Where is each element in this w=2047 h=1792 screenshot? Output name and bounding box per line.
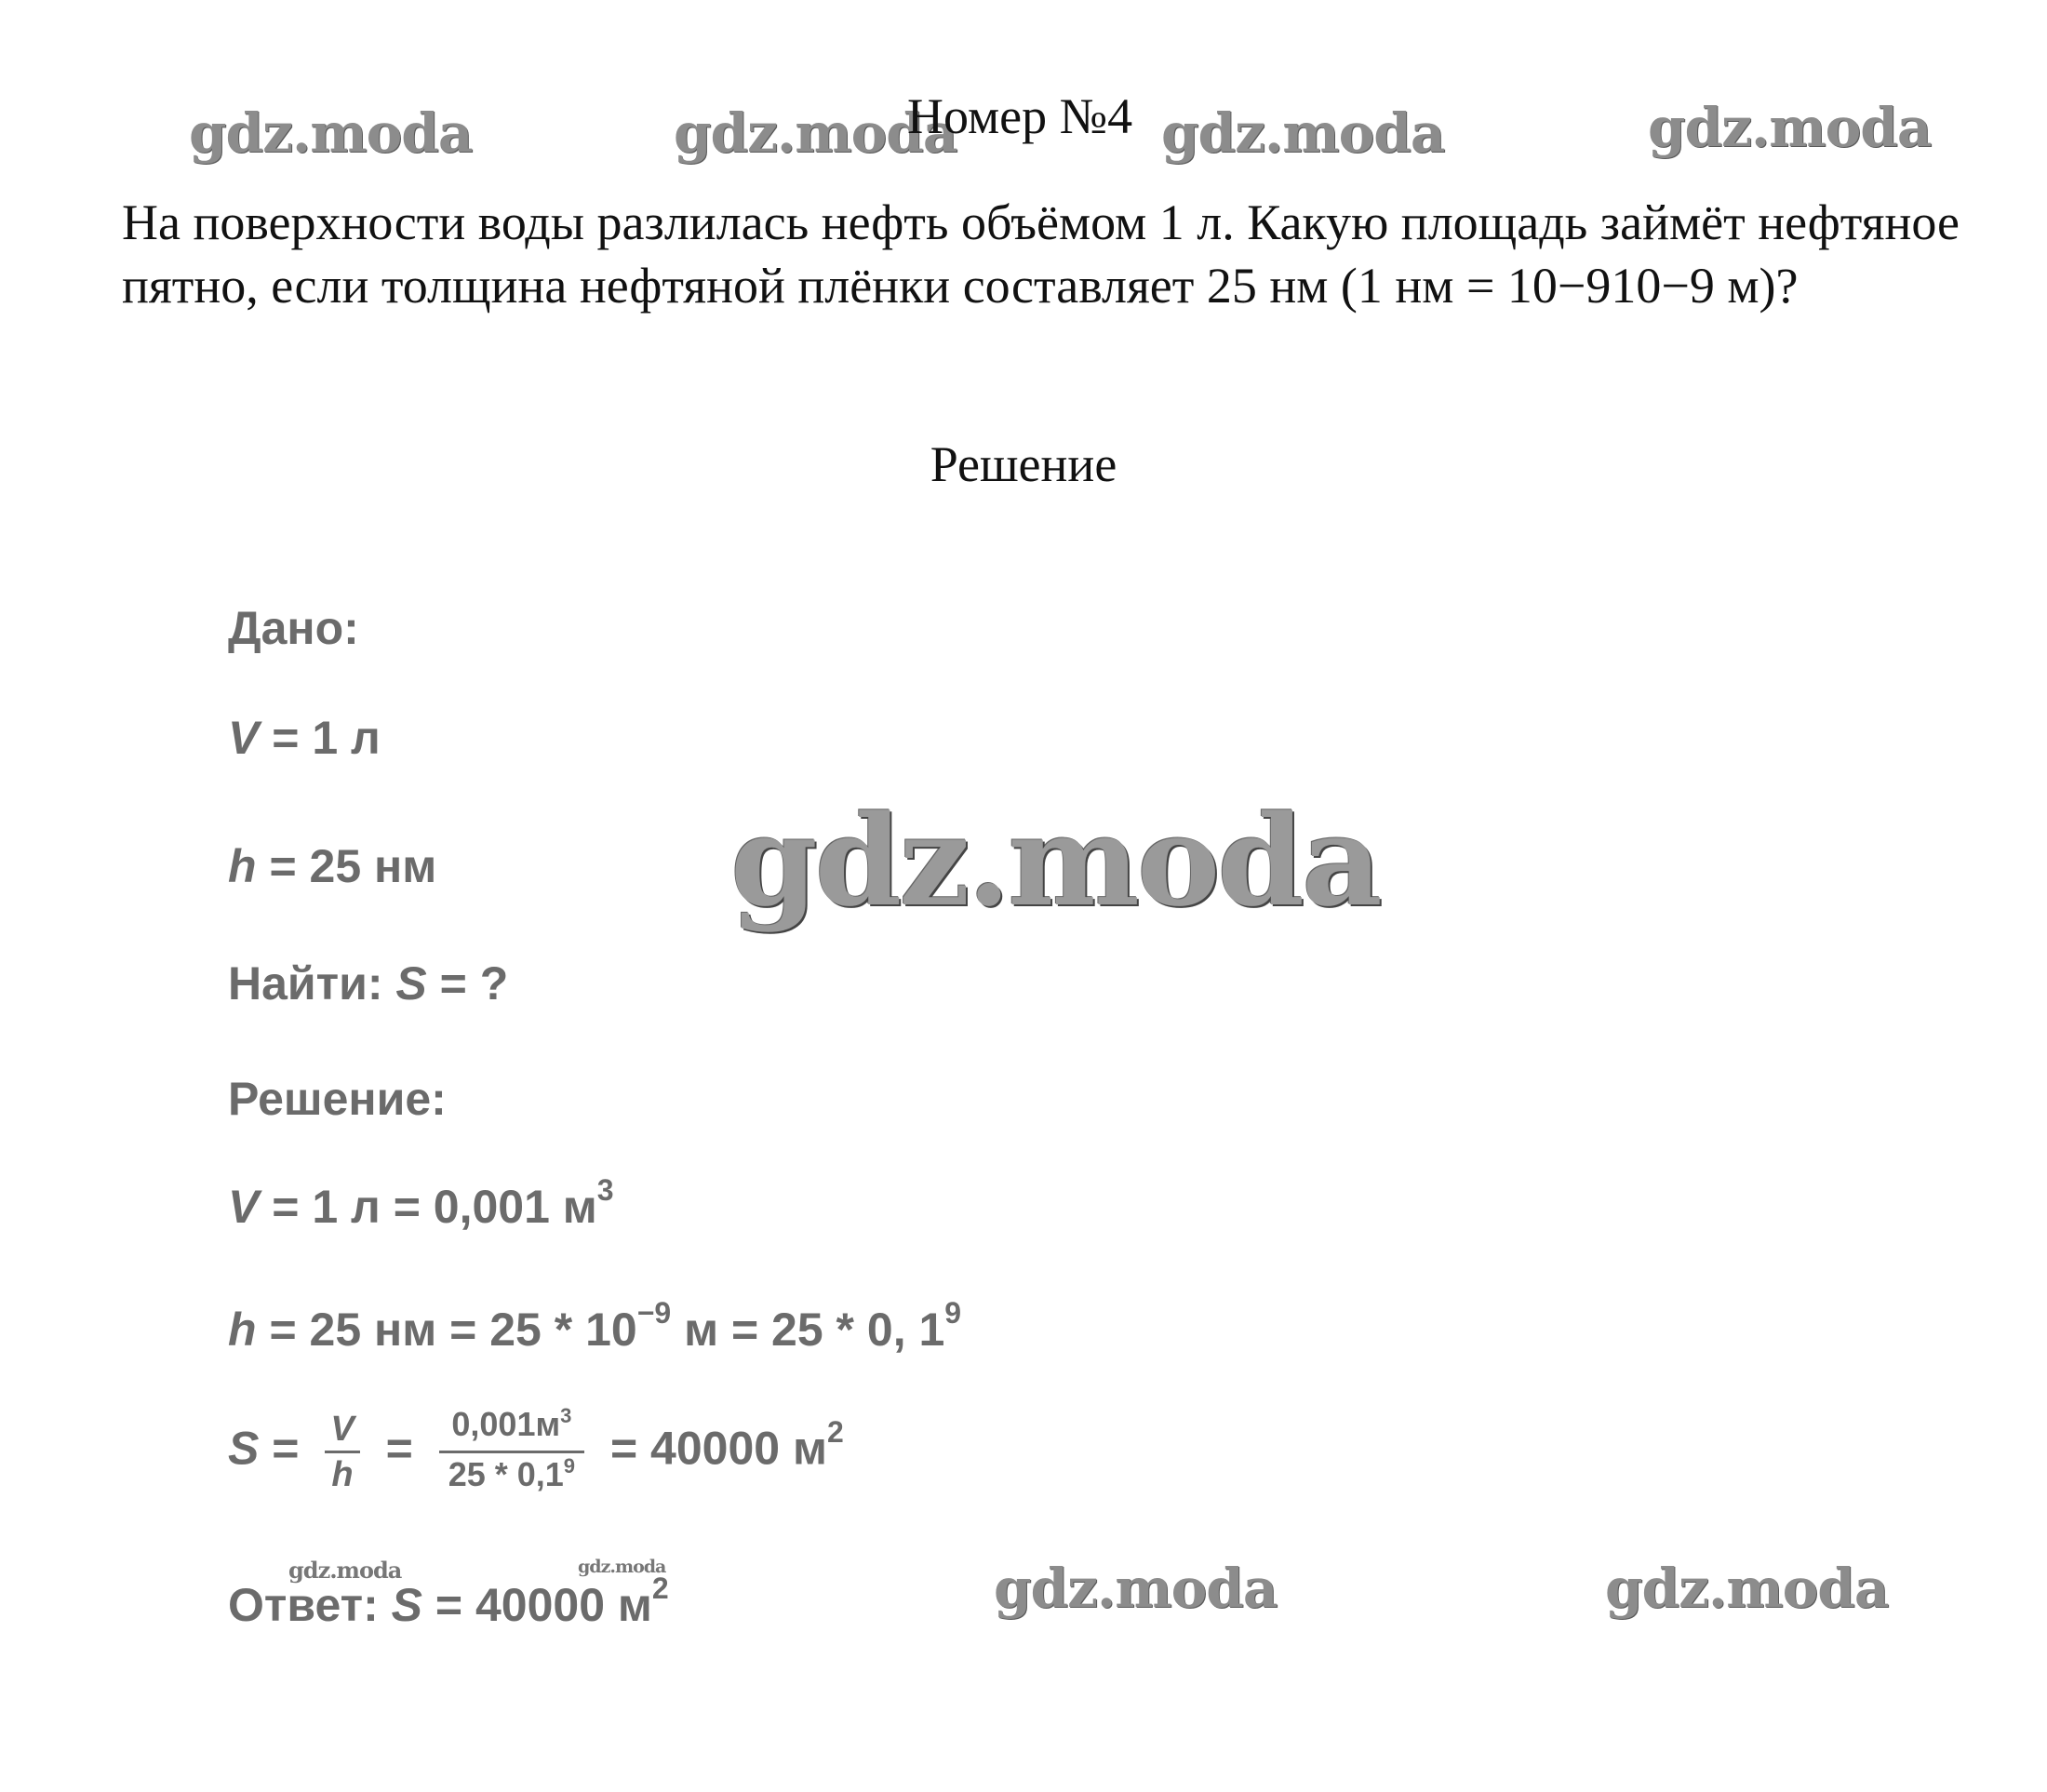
watermark: gdz.moda <box>1605 1557 1889 1620</box>
area-result-exponent: 2 <box>826 1414 844 1449</box>
solution-label: Решение: <box>228 1073 447 1125</box>
fraction-denominator: h <box>331 1455 354 1494</box>
equals: = <box>259 1422 313 1475</box>
given-volume-value: = 1 л <box>259 712 381 764</box>
given-label: Дано: <box>228 602 359 654</box>
step-volume-conversion <box>228 1173 614 1233</box>
step-area-formula <box>228 1403 844 1501</box>
var-s: S <box>395 957 427 1010</box>
watermark-small: gdz.moda <box>288 1557 402 1584</box>
numerator-value: 0,001м <box>451 1405 561 1443</box>
watermark-small: gdz.moda <box>578 1557 666 1577</box>
var-s: S <box>228 1422 260 1475</box>
var-s: S <box>391 1579 422 1631</box>
answer-label: Ответ: <box>228 1579 392 1631</box>
problem-text: На поверхности воды разлилась нефть объёмом 1 л. Какую площадь займёт нефтяное пятно, если толщина нефтяной плёнки составляет 25 нм (1 нм = 10−910−9 м)? <box>122 194 1960 314</box>
var-h: h <box>228 840 257 892</box>
step-thickness-conversion <box>228 1296 962 1356</box>
denominator-exponent: 9 <box>563 1454 576 1478</box>
watermark: gdz.moda <box>1161 101 1445 165</box>
step1-exponent: 3 <box>596 1173 614 1207</box>
step2-exponent-a: −9 <box>636 1296 672 1330</box>
equals: = <box>372 1422 426 1475</box>
watermark: gdz.moda <box>189 101 473 165</box>
step2-exponent-b: 9 <box>944 1296 962 1330</box>
given-thickness-value: = 25 нм <box>256 840 437 892</box>
given-volume <box>228 712 381 764</box>
given-thickness <box>228 840 437 892</box>
find-label: Найти: <box>228 957 396 1010</box>
step2-text-b: м = 25 * 0, 1 <box>671 1304 945 1356</box>
var-v: V <box>228 1181 260 1233</box>
answer-line <box>228 1571 669 1631</box>
fraction-values <box>439 1403 584 1501</box>
var-v: V <box>228 712 260 764</box>
step1-text: = 1 л = 0,001 м <box>259 1181 597 1233</box>
denominator-value: 25 * 0,1 <box>448 1455 564 1493</box>
watermark: gdz.moda <box>674 101 957 165</box>
answer-value: = 40000 м <box>422 1579 652 1631</box>
fraction-denominator <box>439 1453 584 1501</box>
task-number: Номер №4 <box>907 88 1133 144</box>
fraction-numerator: V <box>325 1408 359 1453</box>
find-rest: = ? <box>426 957 509 1010</box>
watermark-large: gdz.moda <box>730 787 1380 934</box>
fraction-v-over-h <box>325 1408 359 1496</box>
area-result: = 40000 м <box>597 1422 827 1475</box>
solution-heading: Решение <box>930 436 1117 492</box>
numerator-exponent: 3 <box>560 1404 572 1427</box>
watermark: gdz.moda <box>994 1557 1278 1620</box>
watermark: gdz.moda <box>1648 96 1932 159</box>
step2-text-a: = 25 нм = 25 * 10 <box>256 1304 637 1356</box>
fraction-numerator <box>439 1403 584 1453</box>
answer-exponent: 2 <box>651 1571 669 1605</box>
find-line <box>228 957 509 1010</box>
var-h: h <box>228 1304 257 1356</box>
